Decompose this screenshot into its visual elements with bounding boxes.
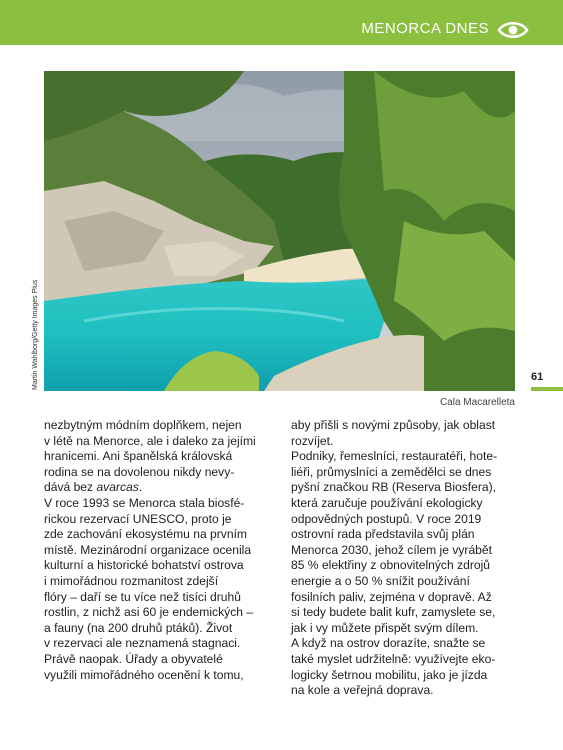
text-line: která zaručuje používání ekologicky xyxy=(291,495,483,510)
text-line: odpovědných postupů. V roce 2019 xyxy=(291,511,482,526)
page-tab-marker xyxy=(531,387,563,391)
text-line: kulturní a historické bohatství ostrova xyxy=(44,558,244,573)
text-line-start: dává bez xyxy=(44,480,97,495)
text-line: a fauny (na 200 druhů ptáků). Život xyxy=(44,620,233,635)
text-line: si tedy budete balit kufr, zamyslete se, xyxy=(291,605,496,620)
text-line: rodina se na dovolenou nikdy nevy- xyxy=(44,464,235,479)
eye-icon xyxy=(497,19,529,41)
text-line: nezbytným módním doplňkem, nejen xyxy=(44,418,242,432)
text-line: 85 % elektřiny z obnovitelných zdrojů xyxy=(291,558,490,573)
text-line: využili mimořádného ocenění k tomu, xyxy=(44,667,244,682)
text-line: také myslet udržitelně: využívejte eko- xyxy=(291,651,496,666)
text-line: liéři, průmyslníci a zemědělci se dnes xyxy=(291,464,492,479)
beach-photo xyxy=(44,71,515,391)
text-line: hranicemi. Ani španělská královská xyxy=(44,449,233,464)
text-line: V roce 1993 se Menorca stala biosfé- xyxy=(44,495,245,510)
text-line: jak i vy můžete přispět svým dílem. xyxy=(291,620,479,635)
text-line: logicky šetrnou mobilitu, jako je jízda xyxy=(291,667,488,682)
text-line: A když na ostrov dorazíte, snažte se xyxy=(291,636,486,651)
text-line: rostlin, z nichž asi 60 je endemických – xyxy=(44,605,254,620)
text-line: rozvíjet. xyxy=(291,433,334,448)
italic-term: avarcas xyxy=(96,480,139,495)
text-line: místě. Mezinárodní organizace ocenila xyxy=(44,542,252,557)
text-line: fosilních paliv, zejména v dopravě. Až xyxy=(291,589,492,604)
cove-landscape-image xyxy=(44,71,515,391)
text-line: flóry – daří se tu více než tisíci druhů xyxy=(44,589,241,604)
text-line: energie a o 50 % snížit používání xyxy=(291,573,470,588)
right-text-column xyxy=(291,418,523,699)
text-line: ostrovní rada představila svůj plán xyxy=(291,527,475,542)
text-line: Právě naopak. Úřady a obyvatelé xyxy=(44,651,223,666)
text-line: zde zachování ekosystému na prvním xyxy=(44,527,248,542)
page-number: 61 xyxy=(531,371,544,383)
text-line: aby přišli s novými způsoby, jak oblast xyxy=(291,418,496,432)
photo-credit: Martin Wahlborg/Getty Images Plus xyxy=(32,279,39,390)
text-line xyxy=(44,480,276,496)
text-line: i mimořádnou rozmanitost zdejší xyxy=(44,573,219,588)
text-line: na kole a veřejná doprava. xyxy=(291,683,434,698)
italic-term-suffix: . xyxy=(138,480,143,495)
section-title: MENORCA DNES xyxy=(361,20,489,37)
photo-caption: Cala Macarelleta xyxy=(439,397,515,408)
text-line: v rezervaci ale neznamená stagnaci. xyxy=(44,636,241,651)
text-line: Menorca 2030, jehož cílem je vyrábět xyxy=(291,542,492,557)
left-text-column xyxy=(44,418,276,683)
text-line: rickou rezervací UNESCO, proto je xyxy=(44,511,232,526)
text-line: pyšní značkou RB (Reserva Biosfera), xyxy=(291,480,497,495)
text-line: v létě na Menorce, ale i daleko za jejími xyxy=(44,433,256,448)
text-line: Podniky, řemeslníci, restauratéři, hote- xyxy=(291,449,498,464)
